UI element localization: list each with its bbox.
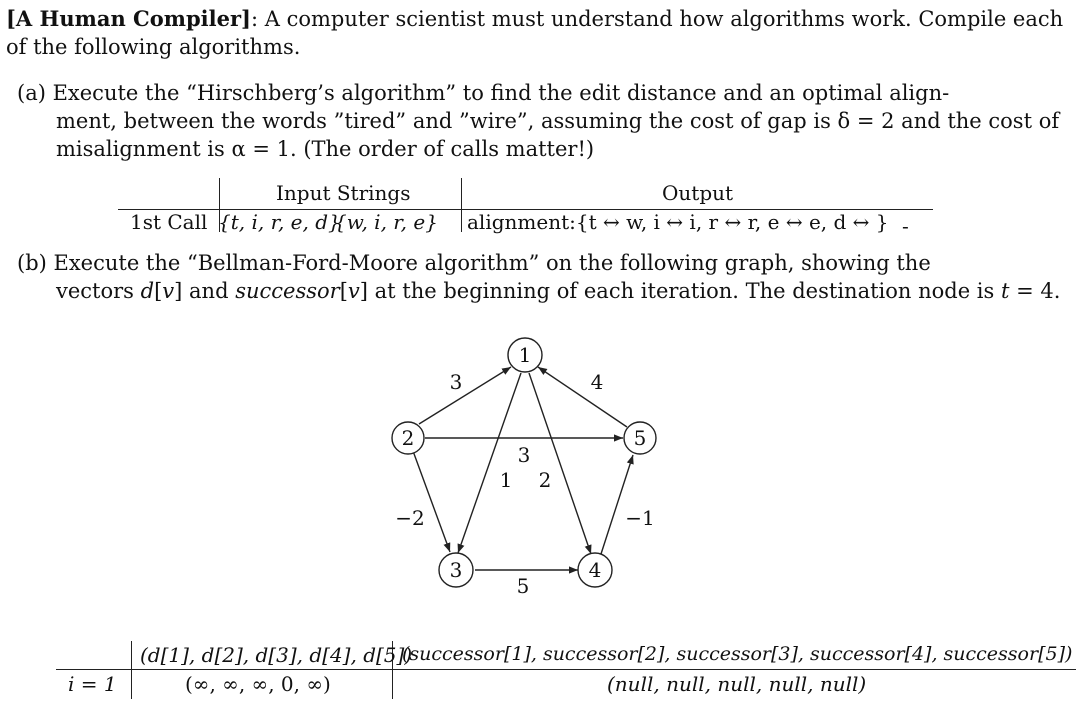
table-b-header-rule (56, 669, 1076, 670)
weight-1-4: 2 (538, 468, 552, 492)
part-a-line3: misalignment is α = 1. (The order of calls matter!) (56, 137, 595, 161)
node-5-label: 5 (633, 426, 647, 450)
part-b-line1: (b) Execute the “Bellman-Ford-Moore algorithm” on the following graph, showing the (17, 251, 931, 275)
edge-1-4 (529, 373, 591, 554)
edge-5-1 (538, 367, 627, 427)
table-b-header-successor: (successor[1], successor[2], successor[3], successor[4], successor[5]) (402, 643, 1073, 665)
edge-2-1 (419, 367, 511, 424)
edge-2-3 (413, 451, 450, 552)
table-b-row-successor: (null, null, null, null, null) (607, 672, 867, 696)
table-b-header-d: (d[1], d[2], d[3], d[4], d[5]) (140, 643, 413, 667)
part-b-text-g: = 4. (1009, 279, 1061, 303)
node-2-label: 2 (401, 426, 415, 450)
weight-3-4: 5 (516, 574, 530, 598)
part-b-text-b: [ (154, 279, 163, 303)
problem-intro-line2: of the following algorithms. (6, 35, 301, 59)
part-b-text-a: vectors (56, 279, 141, 303)
problem-title: [A Human Compiler] (6, 6, 251, 31)
edge-4-5 (601, 455, 633, 554)
part-b-v1: v (162, 279, 175, 303)
weight-1-3: 1 (499, 468, 513, 492)
problem-intro-text: : A computer scientist must understand how algorithms work. Compile each (251, 7, 1064, 31)
part-b-successor: successor (235, 279, 340, 303)
weight-2-3: −2 (395, 506, 425, 530)
part-b-d: d (140, 279, 155, 303)
part-b-t: t (1000, 279, 1010, 303)
table-b-row-d: (∞, ∞, ∞, 0, ∞) (185, 672, 331, 696)
node-3-label: 3 (449, 558, 463, 582)
part-a-line2: ment, between the words ”tired” and ”wire”, assuming the cost of gap is δ = 2 and the cost of (56, 109, 1060, 133)
table-a-output-alignment: alignment:{t ↔ w, i ↔ i, r ↔ r, e ↔ e, d ↔ } (467, 210, 889, 234)
weight-5-1: 4 (590, 370, 604, 394)
weight-4-5: −1 (625, 506, 655, 530)
table-a-input-wire: {w, i, r, e} (334, 210, 438, 234)
table-b-divider-1 (131, 641, 132, 699)
part-b-text-c: ] and (174, 279, 236, 303)
node-4-label: 4 (588, 558, 602, 582)
table-b-row-label: i = 1 (68, 672, 117, 696)
weight-2-1: 3 (449, 370, 463, 394)
part-b-text-f: ] at the beginning of each iteration. The destination node is (359, 279, 1001, 303)
weight-2-5: 3 (517, 443, 531, 467)
table-a-header-input: Input Strings (276, 181, 411, 205)
table-a-trailing-mark: - (902, 214, 909, 238)
edge-1-3 (458, 373, 521, 553)
node-1-label: 1 (518, 343, 532, 367)
part-b-text-e: [ (339, 279, 348, 303)
part-b-v2: v (347, 279, 360, 303)
part-a-line1: (a) Execute the “Hirschberg’s algorithm” to find the edit distance and an optimal align- (17, 81, 950, 105)
table-a-row-label: 1st Call (130, 210, 208, 234)
table-a-header-output: Output (662, 181, 734, 205)
table-a-input-tired: {t, i, r, e, d} (218, 210, 341, 234)
